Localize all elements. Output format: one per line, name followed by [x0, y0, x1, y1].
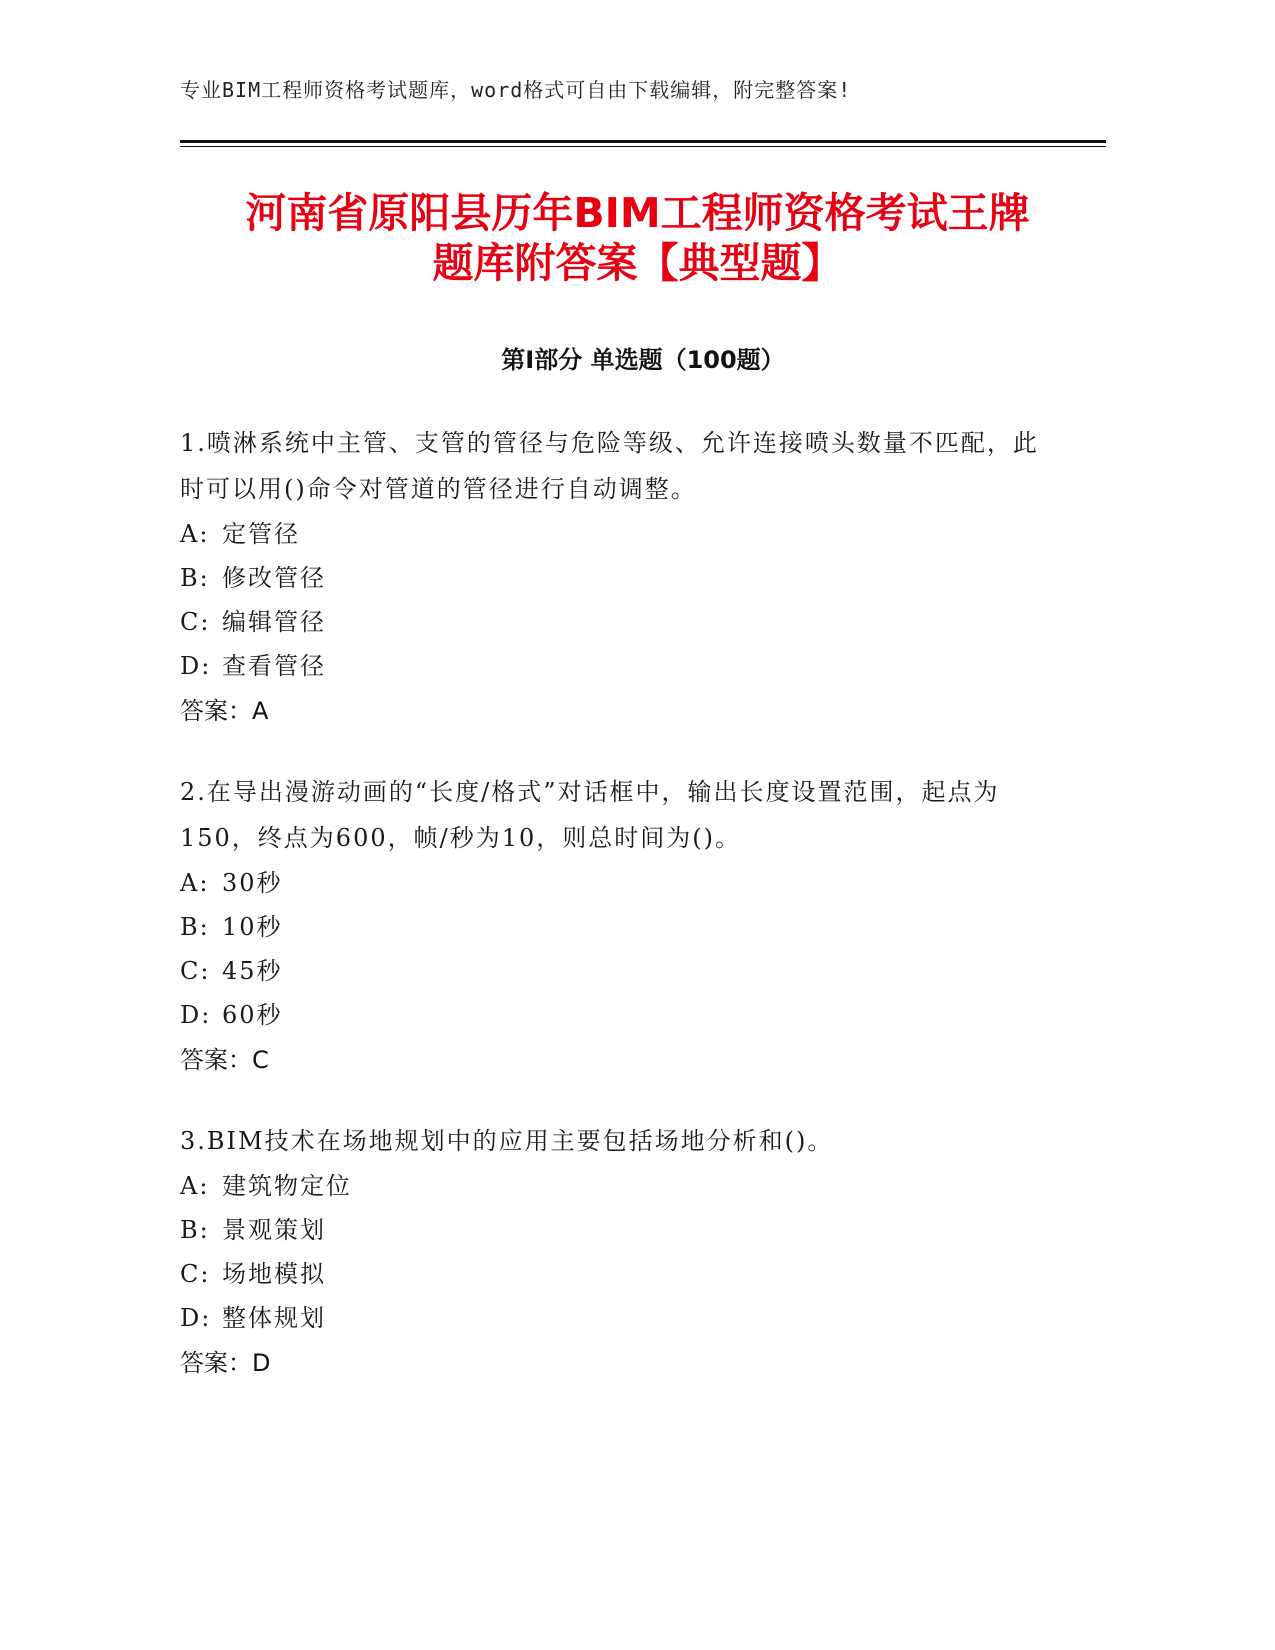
option-letter: C:	[180, 608, 211, 636]
option-letter: C:	[180, 957, 211, 985]
option-text: 45秒	[222, 957, 283, 985]
option-text: 查看管径	[222, 652, 326, 680]
section-title: 第I部分 单选题（100题）	[501, 346, 785, 374]
option-text: 10秒	[222, 913, 283, 941]
option-letter: A:	[180, 520, 210, 548]
option-c	[180, 949, 1040, 993]
option-letter: B:	[180, 1216, 210, 1244]
option-letter: A:	[180, 869, 210, 897]
answer: 答案：C	[180, 1046, 269, 1074]
option-d	[180, 993, 1040, 1037]
header-divider-thin	[180, 146, 1106, 147]
option-b	[180, 556, 1040, 600]
option-text: 60秒	[222, 1001, 283, 1029]
option-letter: B:	[180, 913, 210, 941]
question-2	[180, 769, 1040, 1083]
question-1	[180, 420, 1040, 734]
option-c	[180, 600, 1040, 644]
question-3	[180, 1118, 1040, 1386]
question-stem: 1.喷淋系统中主管、支管的管径与危险等级、允许连接喷头数量不匹配，此时可以用()命令对管道的管径进行自动调整。	[180, 429, 1039, 503]
option-text: 场地模拟	[222, 1260, 326, 1288]
option-d	[180, 1296, 1040, 1340]
document-title	[160, 188, 1115, 288]
option-letter: D:	[180, 652, 212, 680]
option-text: 建筑物定位	[222, 1172, 352, 1200]
option-letter: B:	[180, 564, 210, 592]
question-stem: 2.在导出漫游动画的“长度/格式”对话框中，输出长度设置范围，起点为150，终点为600，帧/秒为10，则总时间为()。	[180, 778, 1000, 852]
option-b	[180, 905, 1040, 949]
header-note: 专业BIM工程师资格考试题库，word格式可自由下载编辑，附完整答案!	[180, 78, 852, 102]
option-letter: C:	[180, 1260, 211, 1288]
option-d	[180, 644, 1040, 688]
option-text: 修改管径	[222, 564, 326, 592]
option-text: 整体规划	[222, 1304, 326, 1332]
option-a	[180, 861, 1040, 905]
answer: 答案：D	[180, 1349, 271, 1377]
document-title-line-2: 题库附答案【典型题】	[432, 239, 843, 287]
answer: 答案：A	[180, 697, 269, 725]
question-stem: 3.BIM技术在场地规划中的应用主要包括场地分析和()。	[180, 1127, 834, 1155]
option-text: 编辑管径	[222, 608, 326, 636]
option-b	[180, 1208, 1040, 1252]
option-c	[180, 1252, 1040, 1296]
option-a	[180, 512, 1040, 556]
option-letter: D:	[180, 1304, 212, 1332]
option-text: 定管径	[222, 520, 300, 548]
option-a	[180, 1164, 1040, 1208]
option-letter: D:	[180, 1001, 212, 1029]
option-text: 30秒	[222, 869, 283, 897]
document-title-line-1: 河南省原阳县历年BIM工程师资格考试王牌	[245, 189, 1030, 237]
header-divider-thick	[180, 140, 1106, 143]
option-letter: A:	[180, 1172, 210, 1200]
option-text: 景观策划	[222, 1216, 326, 1244]
